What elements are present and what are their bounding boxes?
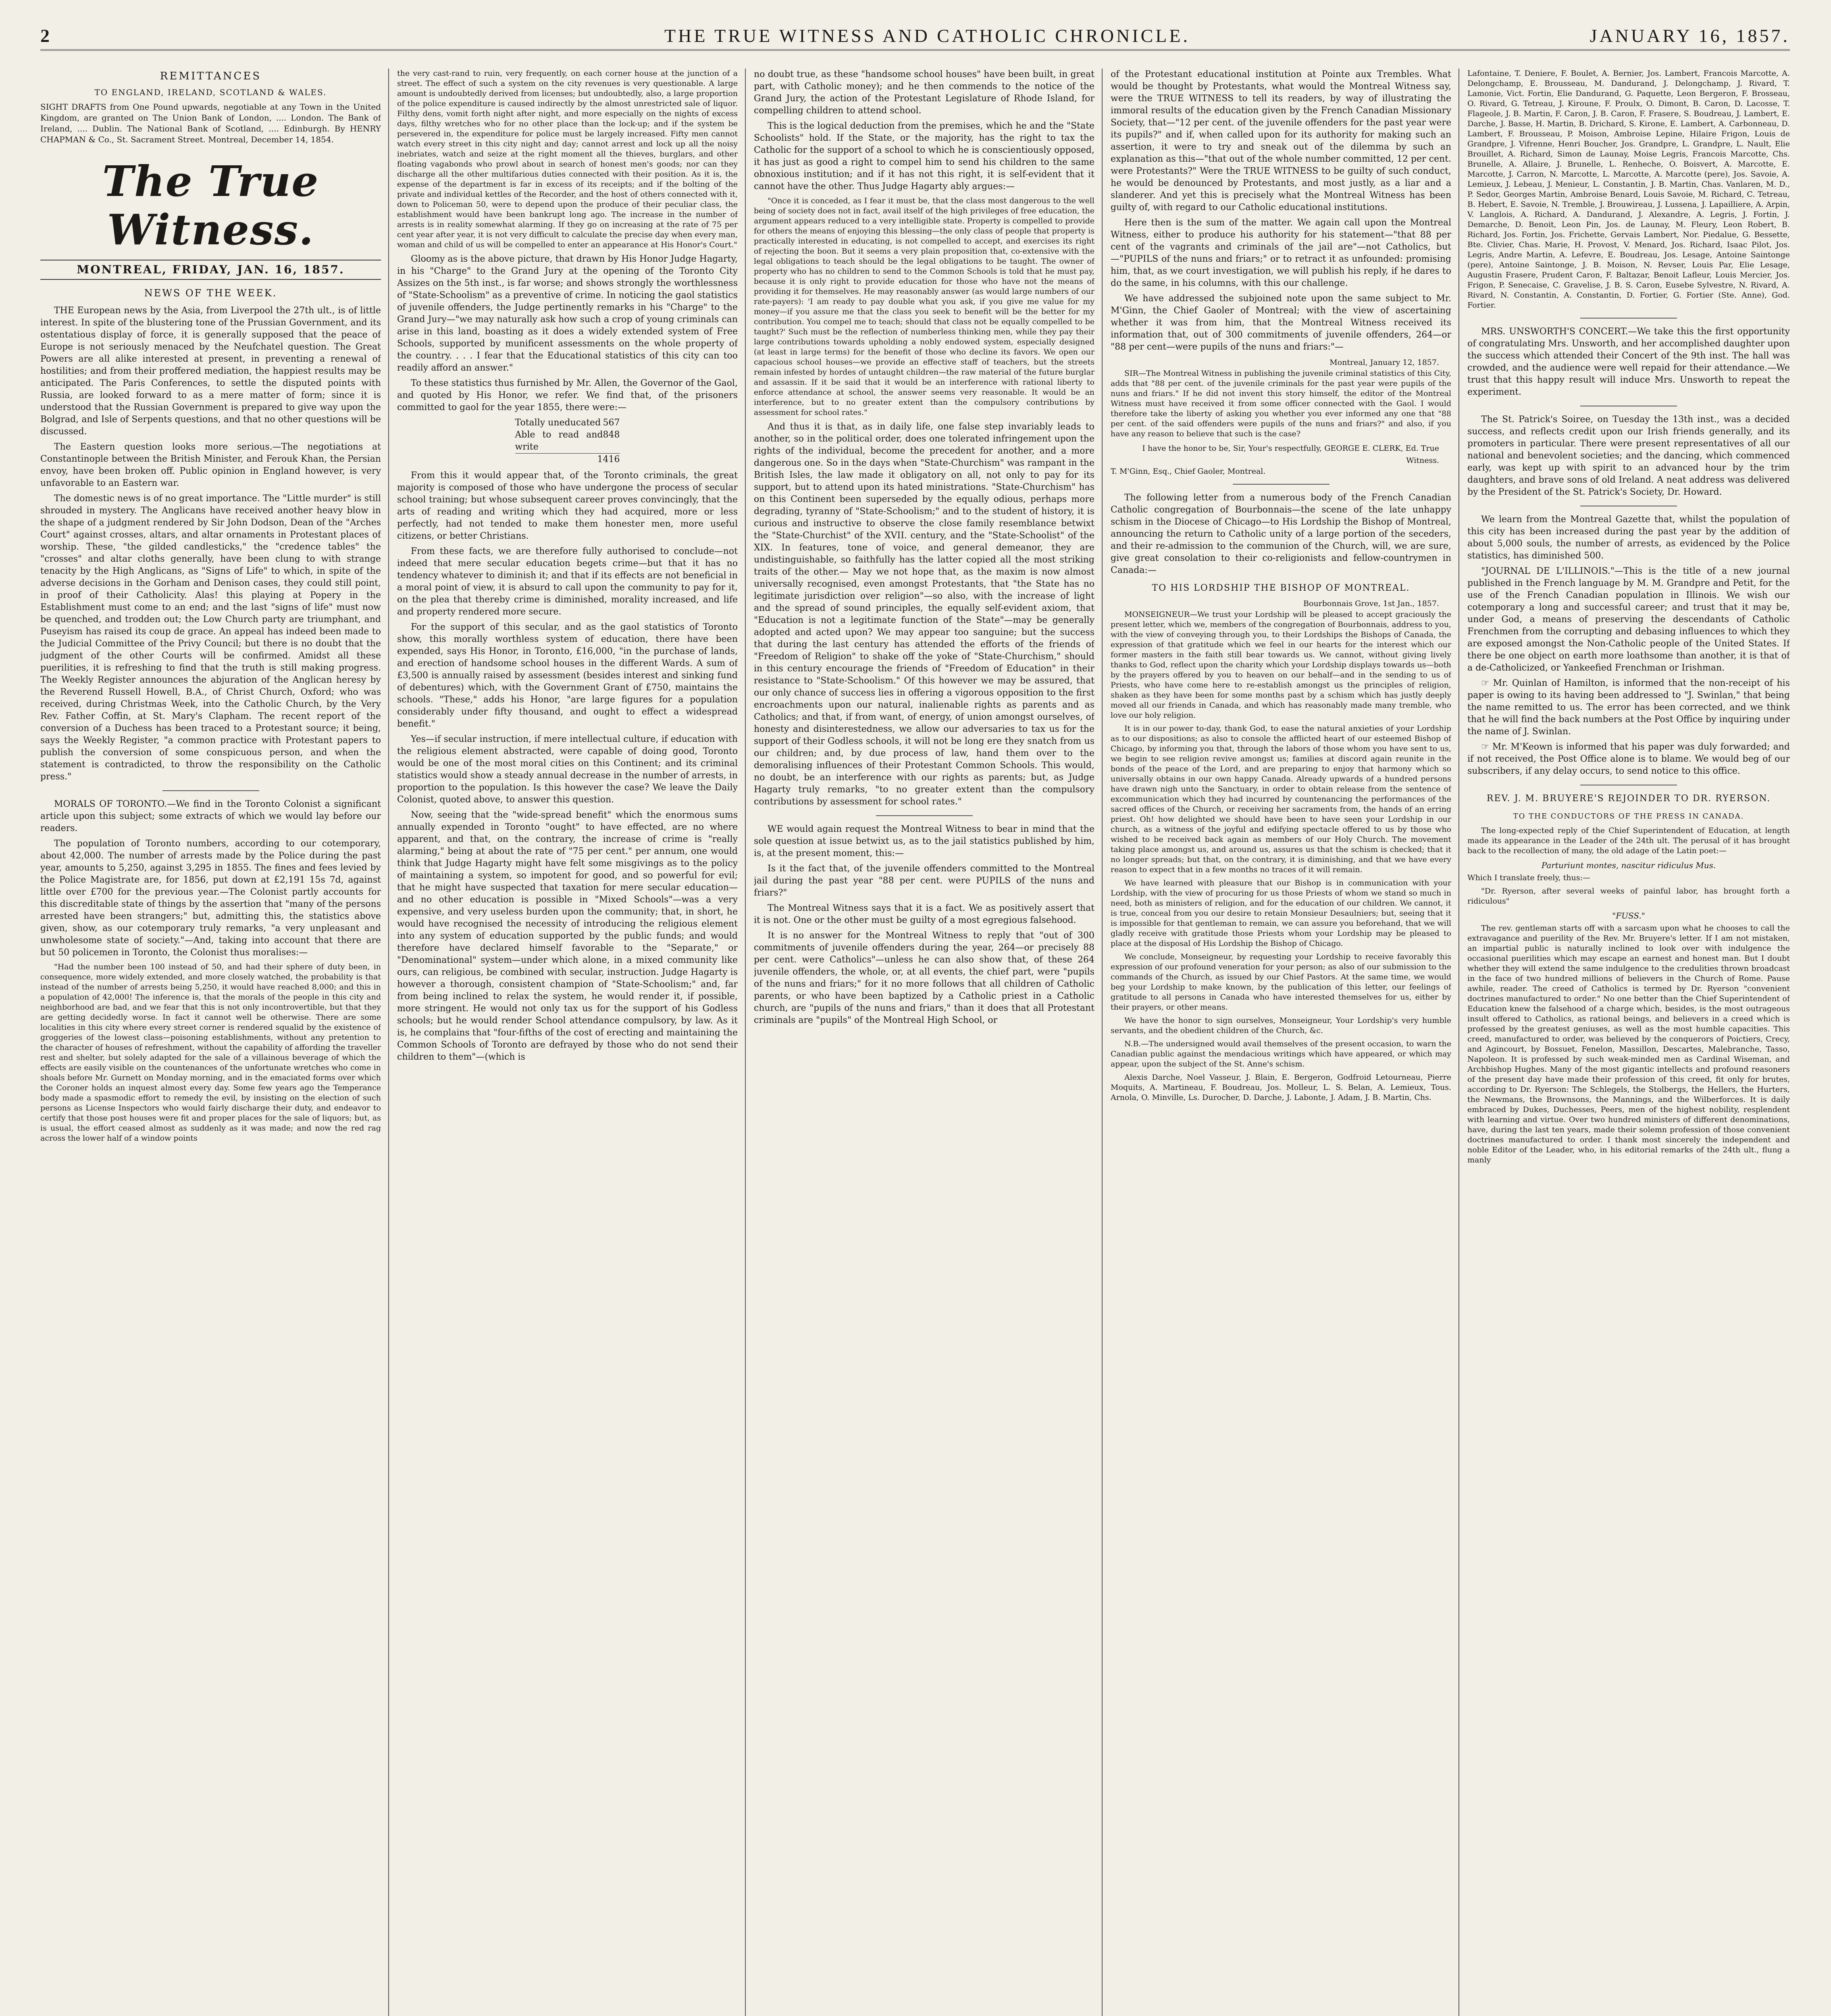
stat-row: [515, 429, 620, 453]
morals-quote: "Had the number been 100 instead of 50, and had their sphere of duty been, in consequence, more widely extended, and more closely watched, the probability is that instead of the number of arrests being 5,250, it would have reached 8,000; and this in a population of 42,000! The inference is, that the morals of the people in this city and neighborhood are bad, and we fear that this is not only incontrovertible, but that they are getting decidedly worse. In fact it cannot well be otherwise. There are some localities in this city where every street corner is rendered squalid by the existence of groggeries of the lowest class—poisoning establishments, without any pretention to the character of houses of refreshment, without the capability of affording the traveller rest and shelter, but solely adapted for the sale of a villainous beverage of which the effects are easily visible on the countenances of the unfortunate wretches who come in shoals before Mr. Gurnett on Monday morning, and in the emaciated forms over which the Coroner holds an inquest almost every day. Some few years ago the Temperance body made a spasmodic effort to remedy the evil, by insisting on the election of such persons as License Inspectors who would fairly discharge their duty, and endeavor to certify that those post houses were fit and proper places for the sale of liquors; but, as is usual, the effort ceased almost as suddenly as it was made; and now the red rag across the lower half of a window points: [40, 962, 381, 1143]
letter-signature: I have the honor to be, Sir, Your's respectfully, GEORGE E. CLERK, Ed. True Witness.: [1142, 444, 1439, 465]
column-2: [397, 69, 738, 2016]
notice-paragraph: ☞ Mr. M'Keown is informed that his paper was duly forwarded; and if not received, the Post Office alone is to blame. We would beg of our subscribers, if any delay occurs, to send notice to this office.: [1467, 742, 1790, 776]
column-rule: [1102, 69, 1103, 2016]
article-paragraph: From this it would appear that, of the Toronto criminals, the great majority is composed of those who have undergone the process of secular school training; but whose subsequent career proves convincingly, that the arts of reading and writing which they had acquired, more or less perfectly, had not tended to make them honester men, more useful citizens, or better Christians.: [397, 471, 738, 541]
article-paragraph: And thus it is that, as in daily life, one false step invariably leads to another, so in the political order, does one tolerated infringement upon the rights of the individual, become the precedent for another, and a more dangerous one. So in the days when "State-Churchism" was rampant in the British Isles, the law made it obligatory on all, not only to pay for its support, but to attend upon its hated ministrations. "State-Churchism" has on this Continent been superseded by the equally odious, perhaps more degrading, tyranny of "State-Schoolism;" and to the student of history, it is curious and instructive to observe the close family resemblance betwixt the "State-Churchist" of the XVII. century, and the "State-Schoolist" of the XIX. In features, tone of voice, and general demeanor, they are undistinguishable, so faithfully has the latter copied all the most striking traits of the other.— May we not hope that, as the maxim is now almost universally recognised, even amongst Protestants, that "the State has no legitimate jurisdiction over religion"—so also, with the increase of light and the spread of sound principles, the equally self-evident axiom, that "Education is not a legitimate function of the State"—may be generally adopted and acted upon? We may appear too sanguine; but the success that during the last century has attended the efforts of the friends of "Freedom of Religion" to shake off the yoke of "State-Churchism," should in this century encourage the friends of "Freedom of Education" in their resistance to "State-Schoolism." Of this however we may be assured, that our only chance of success lies in offering a vigorous opposition to the first encroachments upon our natural, inalienable rights as parents and as Catholics; and that, if from want, of energy, of union amongst ourselves, of honesty and disinterestedness, we allow our adversaries to tax us for the support of their Godless schools, it will not be long ere they snatch from us our children; and, by due process of law, hand them over to the demoralising influences of their Protestant Common Schools. This would, no doubt, be an interference with our rights as parents; but, as Judge Hagarty truly remarks, "to no greater extent than the compulsory contributions by assessment for school rates.": [754, 422, 1094, 807]
stat-label: Able to read and write: [515, 430, 603, 452]
morals-paragraph: The population of Toronto numbers, according to our cotemporary, about 42,000. The number of arrests made by the Police during the past year, amounts to 5,250, against 3,295 in 1855. The fines and fees levied by the Police Magistrate are, for 1856, put down at £2,191 15s 7d, against little over £700 for the previous year.—The Colonist partly accounts for this discreditable state of things by the assertion that "many of the persons arrested have been strangers;" but, admitting this, the statistics above given, show, as our cotemporary truly remarks, "a very unpleasant and unwholesome state of society."—And, taking into account that there are but 50 policemen in Toronto, the Colonist thus moralises:—: [40, 839, 381, 958]
stat-value: 567: [603, 418, 620, 428]
news-paragraph: The domestic news is of no great importance. The "Little murder" is still shrouded in mystery. The Anglicans have received another heavy blow in the shape of a judgment rendered by Sir John Dodson, Dean of the "Arches Court" against crosses, altars, and altar ornaments in Protestant places of worship. These, "the gilded candlesticks," the "credence tables" the "crosses" and altar cloths generally, have been clung to with strange tenacity by the High Anglicans, as "Signs of Life" to which, in spite of the adverse decisions in the Gorham and Denison cases, they could still point, in proof of their Catholicity. Alas! this playing at Popery in the Establishment must come to an end; and the last "signs of life" must now be quenched, and trodden out; the Low Church party are triumphant, and Puseyism has raised its coup de grace. An appeal has indeed been made to the Judicial Committee of the Privy Council; but there is no doubt that the judgment of the other Courts will be confirmed. Amidst all these puerilities, it is refreshing to find that the truth is still making progress. The Weekly Register announces the abjuration of the Anglican heresy by the Reverend Russell Howell, B.A., of Christ Church, Oxford; who was received, during Christmas Week, into the Catholic Church, by the Very Rev. Father Coffin, at St. Mary's Clapham. The recent report of the conversion of a Duchess has been traced to a Protestant source; it being, says the Weekly Register, "a common practice with Protestant papers to publish the conversion of some conspicuous person, and when the statement is contradicted, to throw the responsibility on the Catholic press.": [40, 494, 381, 782]
article-paragraph: It is no answer for the Montreal Witness to reply that "out of 300 commitments of juvenile offenders during the year, 264—or precisely 88 per cent. were Catholics"—unless he can also show that, of these 264 juvenile offenders, the whole, or, at all events, the chief part, were "pupils of the nuns and friars;" for it no more follows that all children of Catholic parents, or who have been baptized by a Catholic priest in a Catholic church, are "pupils of the nuns and friars," than it does that all Protestant criminals are "pupils" of the Montreal High School, or: [754, 931, 1094, 1025]
article-paragraph: Here then is the sum of the matter. We again call upon the Montreal Witness, either to produce his authority for his statement—"that 88 per cent of the vagrants and criminals of the jail are"—not Catholics, but—"PUPILS of the nuns and friars;" or to retract it as unfounded: promising him, that, as we court investigation, we will publish his reply, if he dares to do the same, in his columns, with this our challenge.: [1111, 218, 1451, 288]
article-paragraph: of the Protestant educational institution at Pointe aux Trembles. What would be thought by Protestants, what would the Montreal Witness say, were the TRUE WITNESS to tell its readers, by way of illustrating the immoral results of the education given by the French Canadian Missionary Society, that—"12 per cent. of the juvenile offenders for the past year were its pupils?" and if, when called upon for its authority for making such an assertion, it were to try and sneak out of the dilemma by such an explanation as this—"that out of the whole number committed, 12 per cent. were Protestants?" Were the TRUE WITNESS to be guilty of such conduct, he would be denounced by Protestants, and most justly, as a liar and a slanderer. And yet this is precisely what the Montreal Witness has been guilty of, with regard to our Catholic educational institutions.: [1111, 69, 1451, 212]
stat-row: [515, 417, 620, 429]
address-paragraph: It is in our power to-day, thank God, to ease the natural anxieties of your Lordship as to our dispositions; as also to console the afflicted heart of our esteemed Bishop of Chicago, by informing you that, through the labors of those whom you have sent to us, we begin to see religion revive amongst us; families at discord again reunite in the bonds of the peace of the Lord, and are preparing to enjoy that harmony which so universally obtains in our own happy Canada. Already upwards of a hundred persons have drawn nigh unto the Sanctuary, in order to obtain release from the sentence of excommunication which they had incurred by countenancing the performances of the sacred offices of the Church, or receiving her sacraments from, the hands of an erring priest. Oh! how delighted we should have been to have seen your Lordship in our church, as a witness of the joyful and edifying spectacle offered to us by those who wished to be received back again as members of our Holy Church. The movement taking place amongst us, and around us, assures us that the schism is checked; that it no longer spreads; but that, on the contrary, it is diminishing, and that we have every reason to expect that in a few months no traces of it will remain.: [1111, 724, 1451, 874]
article-paragraph: We have addressed the subjoined note upon the same subject to Mr. M'Ginn, the Chief Gaoler of Montreal; with the view of ascertaining whether it was from him, that the Montreal Witness received its information that, out of 300 commitments of juvenile offenders, 264—or "88 per cent—were pupils of the nuns and friars:"—: [1111, 294, 1451, 352]
address-paragraph: We conclude, Monseigneur, by requesting your Lordship to receive favorably this expression of our profound veneration for your person; as also of our submission to the commands of the Church, as issued by our Chief Pastors. At the same time, we would beg your Lordship to make known, by the publication of this letter, our feelings of gratitude to all persons in Canada who have interested themselves for us, either by their prayers, or other means.: [1111, 952, 1451, 1012]
article-paragraph: To these statistics thus furnished by Mr. Allen, the Governor of the Gaol, and quoted by His Honor, we refer. We find that, of the prisoners committed to gaol for the year 1855, there were:—: [397, 378, 738, 412]
article-paragraph: The Montreal Witness says that it is a fact. We as positively assert that it is not. One or the other must be guilty of a most egregious falsehood.: [754, 903, 1094, 925]
article-paragraph: Now, seeing that the "wide-spread benefit" which the enormous sums annually expended in Toronto "ought" to have effected, are no where apparent, and that, on the contrary, the increase of crime is "really alarming," being at about the rate of "75 per cent." per annum, one would think that Judge Hagarty might have felt some misgivings as to the policy of maintaining a system, so impotent for good, and so powerful for evil; that he might have suspected that taxation for mere secular education—and no other education is possible in "Mixed Schools"—was a very expensive, and very useless burden upon the community; that, in short, he would have recognised the necessity of introducing the religious element into any system of education supported by the public funds; and would therefore have declared himself favorable to the "Separate," or "Denominational" system—under which alone, in a mixed community like ours, can religious, be combined with secular, instruction. Judge Hagarty is however a thorough, consistent champion of "State-Schoolism;" and, far from being inclined to relax the system, he would render it, if possible, more stringent. He would not only tax us for the support of his Godless schools; but he would render School attendance compulsory, by law. As it is, he complains that "four-fifths of the cost of erecting and maintaining the Common Schools of Toronto are defrayed by those who do not send their children to them"—(which is: [397, 810, 738, 1062]
masthead-title: The True Witness.: [102, 156, 319, 254]
notice-paragraph: The St. Patrick's Soiree, on Tuesday the 13th inst., was a decided success, and reflects credit upon our Irish friends generally, and its promoters in particular. There were present representatives of all our national and benevolent societies; and the dancing, which commenced early, was kept up with spirit to an advanced hour by the trim daughters, and brave sons of old Ireland. A neat address was delivered by the President of the St. Patrick's Society, Dr. Howard.: [1467, 414, 1790, 497]
notice-paragraph: We learn from the Montreal Gazette that, whilst the population of this city has been increased during the past year by the addition of about 5,000 souls, the number of arrests, as evidenced by the Police statistics, has diminished 500.: [1467, 514, 1790, 561]
issue-date: JANUARY 16, 1857.: [1590, 25, 1790, 46]
notice-paragraph: ☞ Mr. Quinlan of Hamilton, is informed that the non-receipt of his paper is owing to its having been addressed to "J. Swinlan," that being the name remitted to us. The error has been corrected, and we think that he will find the back numbers at the Post Office by inquiring under the name of J. Swinlan.: [1467, 678, 1790, 737]
stat-value: 848: [603, 430, 620, 440]
column-1: [40, 69, 381, 2016]
morals-paragraph: MORALS OF TORONTO.—We find in the Toronto Colonist a significant article upon this subject; some extracts of which we would lay before our readers.: [40, 799, 381, 833]
rejoinder-subheading: TO THE CONDUCTORS OF THE PRESS IN CANADA.: [1513, 812, 1744, 821]
remittances-subheading: TO ENGLAND, IRELAND, SCOTLAND & WALES.: [94, 87, 327, 97]
news-paragraph: The Eastern question looks more serious.—The negotiations at Constantinople between the British Minister, and Ferouk Khan, the Persian envoy, have been broken off. Public opinion in England however, is very unfavorable to an Eastern war.: [40, 442, 381, 488]
rejoinder-heading: REV. J. M. BRUYERE'S REJOINDER TO DR. RYERSON.: [1486, 793, 1771, 804]
stat-total: 1416: [515, 453, 620, 466]
article-paragraph: Yes—if secular instruction, if mere intellectual culture, if education with the religious element abstracted, were capable of doing good, Toronto would be one of the most moral cities on this Continent; and its criminal statistics would show a steady annual decrease in the number of arrests, in proportion to the population. Is this however the case? We leave the Daily Colonist, quoted above, to answer this question.: [397, 734, 738, 805]
divider: [876, 815, 973, 816]
newspaper-title-running: THE TRUE WITNESS AND CATHOLIC CHRONICLE.: [664, 25, 1190, 46]
column-rule: [745, 69, 746, 2016]
divider: [1580, 318, 1677, 319]
address-paragraph: MONSEIGNEUR—We trust your Lordship will be pleased to accept graciously the present letter, which we, members of the congregation of Bourbonnais, address to you, with the view of conveying through you, to their Lordships the Bishops of Canada, the expression of that gratitude which we feel in our hearts for the interest which our former masters in the faith still bear towards us. We cannot, without giving lively thanks to God, reflect upon the charity which your Lordship displays towards us—both by the prayers offered by you to heaven on our behalf—and in the sending to us of Priests, who have come here to re-establish amongst us the principles of religion, shaken as they have been for some months past by a schism which has justly deeply moved all our friends in Canada, and which has reasonably made many tremble, who love our holy religion.: [1111, 610, 1451, 720]
running-head: [40, 24, 1790, 51]
colonist-quote-continued: the very cast-rand to ruin, very frequently, on each corner house at the junction of a street. The effect of such a system on the city revenues is very questionable. A large amount is undoubtedly derived from licenses; but undoubtedly, also, a large proportion of the police expenditure is caused indirectly by the almost unrestricted sale of liquor. Filthy dens, vomit forth night after night, and more especially on the nights of excess days, filthy wretches who for no other place than the lock-up; and if the system be persevered in, the expenditure for police must be largely increased. Fifty men cannot watch every street in this city night and day; cannot arrest and lock up all the noisy inebriates, watch and seize at the right moment all the thieves, burglars, and other floating vagabonds who prowl about in search of honest men's goods; nor can they discharge all the other multifarious duties connected with their position. As it is, the expense of the department is far in excess of its receipts; and if the bolting of the private and individual kettles of the Recorder, and the host of others connected with it, down to Policeman 50, were to depend upon the produce of their peculiar class, the establishment would have been bankrupt long ago. The increase in the number of arrests is in reality somewhat alarming. If they go on increasing at the rate of 75 per cent year after year, it is not very difficult to calculate the precise day when every man, woman and child of us will be compelled to enter an appearance at His Honor's Court.": [397, 69, 738, 249]
address-date: Bourbonnais Grove, 1st Jan., 1857.: [1303, 599, 1439, 608]
column-rule: [388, 69, 389, 2016]
translation-punchline: "FUSS.": [1612, 911, 1645, 921]
news-paragraph: THE European news by the Asia, from Liverpool the 27th ult., is of little interest. In spite of the blustering tone of the Prussian Government, and its ostentatious display of force, it is generally supposed that the peace of Europe is not seriously menaced by the Neufchatel question. The Great Powers are all alike interested at present, in preventing a renewal of hostilities; and from their proffered mediation, the happiest results may be anticipated. The Paris Conferences, to settle the disputed points with Russia, are looked forward to as a mere matter of form; since it is understood that the Russian Government is prepared to give way upon the Bolgrad, and Isle of Serpents questions, and that no other questions will be discussed.: [40, 306, 381, 437]
stat-label: Totally uneducated: [515, 418, 601, 428]
rejoinder-intro: The long-expected reply of the Chief Superintendent of Education, at length made its appearance in the Leader of the 24th ult. The perusal of it has brought back to the recollection of many, the old adage of the Latin poet:—: [1467, 826, 1790, 855]
divider: [162, 790, 259, 791]
translation: "Dr. Ryerson, after several weeks of painful labor, has brought forth a ridiculous": [1467, 887, 1790, 906]
letter-body: SIR—The Montreal Witness in publishing the juvenile criminal statistics of this City, adds that "88 per cent. of the juvenile criminals for the past year were pupils of the nuns and friars." If he did not invent this story himself, the editor of the Montreal Witness must have received it from some officer connected with the Gaol. I would therefore take the liberty of asking you whether you ever informed any one that "88 per cent. of the said offenders were pupils of the nuns and friars?" and also, if you have any reason to believe that such is the case?: [1111, 369, 1451, 438]
divider: [1233, 484, 1330, 485]
article-paragraph: From these facts, we are therefore fully authorised to conclude—not indeed that mere secular education begets crime—but that it has no tendency whatever to diminish it; and that if its effects are not beneficial in a moral point of view, it is absurd to call upon the community to pay for it, on the plea that thereby crime is diminished, morality increased, and life and property rendered more secure.: [397, 546, 738, 617]
page-number: 2: [40, 25, 52, 46]
article-paragraph: WE would again request the Montreal Witness to bear in mind that the sole question at issue betwixt us, as to the jail statistics published by him, is, at the present moment, this:—: [754, 824, 1094, 858]
article-paragraph: This is the logical deduction from the premises, which he and the "State Schoolists" hold. If the State, or the majority, has the right to tax the Catholic for the support of a school to which he is conscientiously opposed, it has just as good a right to compel him to send his children to the same obnoxious institution; and if it has not this right, it is self-evident that it cannot have the other. Thus Judge Hagarty ably argues:—: [754, 121, 1094, 192]
latin-quote: Parturiunt montes, nascitur ridiculus Mus.: [1541, 860, 1716, 870]
article-paragraph: For the support of this secular, and as the gaol statistics of Toronto show, this morally worthless system of education, there have been expended, says His Honor, in Toronto, £16,000, "in the purchase of lands, and erection of handsome school houses in the different Wards. A sum of £3,500 is annually raised by assessment (besides interest and sinking fund of debentures) which, with the Government Grant of £750, maintains the schools. "These," adds his Honor, "are large figures for a population considerably under fifty thousand, and ought to effect a widespread benefit.": [397, 622, 738, 729]
notice-paragraph: "JOURNAL DE L'ILLINOIS."—This is the title of a new journal published in the French language by M. M. Grandpre and Petit, for the use of the French Canadian population in Illinois. We wish our cotemporary a long and successful career; and trust that it may be, under God, a means of preserving the descendants of Catholic Frenchmen from the corrupting and debasing influences to which they are exposed amongst the Non-Catholic people of the United States. If there be one object on earth more loathsome than another, it is that of a de-Catholicized, or Yankeefied Frenchman or Irishman.: [1467, 566, 1790, 673]
remittances-body: SIGHT DRAFTS from One Pound upwards, negotiable at any Town in the United Kingdom, are granted on The Union Bank of London, .... London. The Bank of Ireland, .... Dublin. The National Bank of Scotland, .... Edinburgh. By HENRY CHAPMAN & Co., St. Sacrament Street. Montreal, December 14, 1854.: [40, 102, 381, 144]
article-paragraph: no doubt true, as these "handsome school houses" have been built, in great part, with Catholic money); and he then commends to the notice of the Grand Jury, the action of the Protestant Legislature of Rhode Island, for compelling children to attend school.: [754, 69, 1094, 116]
article-paragraph: Is it the fact that, of the juvenile offenders committed to the Montreal jail during the past year "88 per cent. were PUPILS of the nuns and friars?": [754, 864, 1094, 898]
column-5: [1467, 69, 1790, 2016]
address-paragraph: We have the honor to sign ourselves, Monseigneur, Your Lordship's very humble servants, and the obedient children of the Church, &c.: [1111, 1016, 1451, 1035]
translation-intro: Which I translate freely, thus:—: [1467, 873, 1590, 882]
column-3: [754, 69, 1094, 2016]
hagarty-quote: "Once it is conceded, as I fear it must be, that the class most dangerous to the well being of society does not in fact, avail itself of the high privileges of free education, the argument appears reduced to a very intelligible state. Property is compelled to provide for others the means of enjoying this blessing—the only class of people that property is practically interested in educating, is not compelled to accept, and exercises its right of rejecting the boon. But it seems a very plain proposition that, co-extensive with the legal obligations to teach should be the legal obligations to be taught. The owner of property who has no children to send to the Common Schools is told that he must pay, because it is only right to provide education for those who have not the means of providing it for themselves. He may reasonably answer (as would large numbers of our rate-payers): 'I am ready to pay double what you ask, if you give me value for my money—if you assure me that the class you seek to benefit will be the better for my contribution. You compel me to teach; should that class not be equally compelled to be taught?' Such must be the reflection of numberless thinking men, while they pay their large contributions towards upholding a nobly endowed system, especially designed (at least in large terms) for the benefit of those who decline its favors. We open our capacious school houses—we provide an effective staff of teachers, but the streets remain infested by hordes of untaught children—the raw material of the future burglar and assassin. If it be said that it would be an interference with rational liberty to enforce attendance at school, the answer seems very reasonable. It would be an interference, but to no greater extent than the compulsory contributions by assessment for school rates.": [754, 196, 1094, 417]
gaol-statistics-table: [515, 417, 620, 466]
remittances-heading: REMITTANCES: [160, 70, 262, 82]
address-heading: TO HIS LORDSHIP THE BISHOP OF MONTREAL.: [1152, 583, 1410, 593]
masthead-dateline: MONTREAL, FRIDAY, JAN. 16, 1857.: [40, 260, 381, 280]
letter-date: Montreal, January 12, 1857.: [1330, 358, 1439, 367]
news-heading: NEWS OF THE WEEK.: [144, 287, 277, 299]
notice-paragraph: MRS. UNSWORTH'S CONCERT.—We take this the first opportunity of congratulating Mrs. Unsworth, and her accomplished daughter upon the success which attended their Concert of the 9th inst. The hall was crowded, and the audience were well repaid for their attendance.—We trust that this happy result will induce Mrs. Unsworth to repeat the experiment.: [1467, 327, 1790, 397]
article-paragraph: The following letter from a numerous body of the French Canadian Catholic congregation of Bourbonnais—the scene of the late unhappy schism in the Diocese of Chicago—to His Lordship the Bishop of Montreal, announcing the return to Catholic unity of a large portion of the seceders, and their re-admission to the communion of the Church, will, we are sure, give great consolation to their co-religionists and fellow-countrymen in Canada:—: [1111, 493, 1451, 575]
signatories: Alexis Darche, Noel Vasseur, J. Blain, E. Bergeron, Godfroid Letourneau, Pierre Moquits, A. Martineau, F. Boudreau, Jos. Molleur, L. S. Belan, A. Lemieux, Tous. Arnola, O. Minville, Ls. Durocher, D. Darche, J. Labonte, J. Adam, J. B. Martin, Chs.: [1111, 1073, 1451, 1102]
column-4: [1111, 69, 1451, 2016]
article-paragraph: Gloomy as is the above picture, that drawn by His Honor Judge Hagarty, in his "Charge" to the Grand Jury at the opening of the Toronto City Assizes on the 5th inst., is far worse; and shows strongly the worthlessness of "State-Schoolism" as a preventive of crime. In noticing the gaol statistics of juvenile offenders, the Judge pertinently remarks in his "Charge" to the Grand Jury—"we may naturally ask how such a crop of young criminals can arise in this land, boasting as it does a widely extended system of Free Schools, supported by munificent assessments on the whole property of the country. . . . I fear that the Educational statistics of this city can too readily afford an answer.": [397, 254, 738, 373]
letter-addressee: T. M'Ginn, Esq., Chief Gaoler, Montreal.: [1111, 467, 1266, 476]
masthead: [40, 157, 381, 254]
address-paragraph: N.B.—The undersigned would avail themselves of the present occasion, to warn the Canadian public against the mendacious writings which have appeared, or which may appear, upon the subject of the St. Anne's schism.: [1111, 1039, 1451, 1068]
address-paragraph: We have learned with pleasure that our Bishop is in communication with your Lordship, with the view of procuring for us those Priests of whom we stand so much in need, both as ministers of religion, and for the education of our children. We cannot, it is true, conceal from you our desire to retain Monsieur Desaulniers; but, seeing that it is impossible for that gentleman to remain, we can assure you beforehand, that we will gladly receive with gratitude those Priests whom your Lordship may be pleased to place at the disposal of His Lordship the Bishop of Chicago.: [1111, 879, 1451, 948]
rejoinder-body: The rev. gentleman starts off with a sarcasm upon what he chooses to call the extravagance and puerility of the Rev. Mr. Bruyere's letter. If I am not mistaken, an impartial public is naturally inclined to look over with indulgence the occasional puerilities which may escape an earnest and honest man. But I doubt whether they will extend the same indulgence to the credulities thrown broadcast in the face of two hundred millions of believers in the Church of Rome. Pause awhile, reader. The creed of Catholics is termed by Dr. Ryerson "convenient doctrines manufactured to order." No one better than the Chief Superintendent of Education knew the falsehood of a charge which, besides, is the most outrageous insult offered to Catholics, as rational beings, and believers in a creed which is professed by the greatest geniuses, as well as the most humble capacities. This creed, manufactured to order, was believed by the conquerors of Poictiers, Crecy, and Agincourt, by Bossuet, Fenelon, Massillon, Descartes, Malebranche, Tasso, Napoleon. It is professed by such weak-minded men as Cardinal Wiseman, and Archbishop Hughes. Many of the most gigantic intellects and profound reasoners of the present day have made their profession of this creed, fit only for brutes, according to Dr. Ryerson: The Schlegels, the Stolbergs, the Hellers, the Hurters, the Newmans, the Brownsons, the Mannings, and the Wilberforces. It is daily embraced by Dukes, Duchesses, Peers, men of the highest nobility, resplendent with learning and virtue. Over two hundred ministers of different denominations, have, during the last ten years, made their solemn profession of those convenient doctrines manufactured to order. I thank most sincerely the independent and noble Editor of the Leader, who, in his editorial remarks of the 24th ult., flung a manly: [1467, 924, 1790, 1164]
signatories-continued: Lafontaine, T. Deniere, F. Boulet, A. Bernier, Jos. Lambert, Francois Marcotte, A. Delongchamp, E. Brousseau, M. Dandurand, J. Delongchamp, J. Rivard, T. Lamonie, Vict. Fortin, Elie Dandurand, G. Paquette, Leon Bergeron, F. Brosseau, O. Rivard, G. Tetreau, J. Kiroune, F. Proulx, O. Dimont, B. Caron, D. Lacosse, T. Flageole, J. B. Martin, F. Caron, J. B. Caron, F. Frasere, S. Boudreau, J. Lambert, E. Darche, J. Basse, H. Martin, B. Drichard, S. Kirone, E. Lambert, A. Carbonneau, D. Lambert, F. Brousseau, P. Moison, Ambroise Lepine, Hilaire Frigon, Louis de Grandpre, J. Vifrenne, Henri Boucher, Jos. Grandpre, L. Grandpre, L. Nault, Elie Brouillet, A. Richard, Simon de Launay, Moise Legris, Francois Marcotte, Chs. Brunelle, A. Allaire, J. Brunelle, L. Renheche, O. Boisvert, A. Marcotte, E. Marcotte, J. Carron, N. Marcotte, L. Marcotte, A. Marcotte (pere), Jos. Savoie, A. Lemieux, J. Lebeau, J. Menieur, L. Constantin, J. B. Martin, Chas. Vanlaren, M. D., P. Sedor, Georges Martin, Ambroise Benard, Louis Savoie, M. Richard, C. Tetreau, B. Hebert, E. Savoie, N. Tremble, J. Brouwireau, J. Lussena, J. Lapailliere, A. Arpin, V. Langlois, A. Richard, A. Dandurand, J. Alexandre, A. Legris, J. Fortin, J. Demarche, D. Benoit, Leon Pin, Jos. de Launay, M. Fleury, Leon Robert, B. Richard, Jos. Fortin, Jos. Frichette, Gervais Lambert, Nor. Piedalue, G. Bessette, Bte. Clivier, Chas. Marie, H. Provost, V. Menard, Jos. Richard, Isaac Pilot, Jos. Legris, Andre Martin, A. Lefevre, E. Boudreau, Jos. Lesage, Antoine Saintonge (pere), Antoine Saintonge, J. B. Moison, N. Revser, Louis Par, Elie Lesage, Augustin Frasere, Prudent Caron, F. Baltazar, Benoit Lafleur, Louis Mercier, Jos. Frigon, P. Senecaise, C. Gravelise, J. B. S. Caron, Eusebe Sylvestre, N. Rivard, A. Rivard, N. Constantin, A. Constantin, D. Fortier, G. Fortier (Ste. Anne), God. Fortier.: [1467, 69, 1790, 310]
